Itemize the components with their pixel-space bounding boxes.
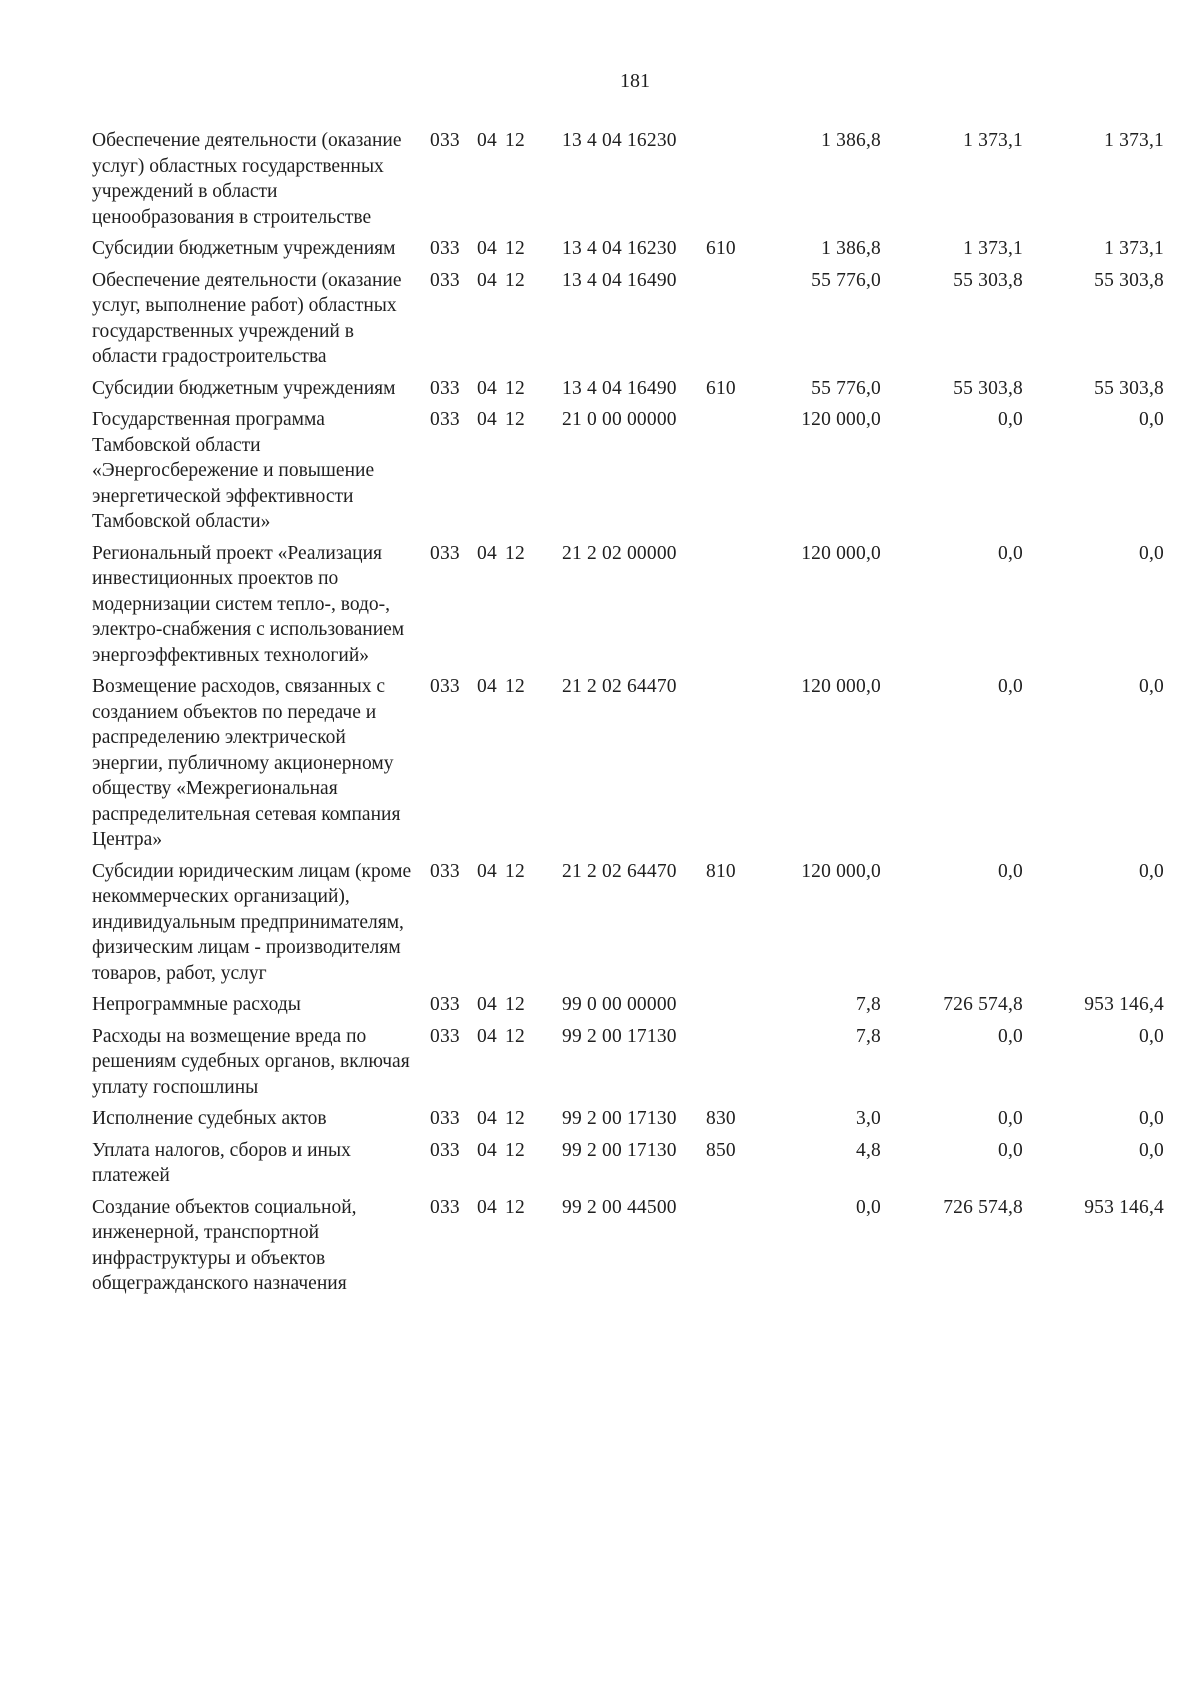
row-value-year-3: 0,0 <box>1139 542 1164 564</box>
row-value-year-1: 7,8 <box>856 994 881 1015</box>
row-value-year-1: 3,0 <box>856 1108 881 1129</box>
row-value-year-3: 0,0 <box>1139 1139 1164 1161</box>
row-target-article: 99 2 00 17130 <box>562 1139 677 1161</box>
row-grbs-code: 033 <box>430 1139 460 1161</box>
row-value-year-2: 0,0 <box>998 860 1023 882</box>
row-subsection-code: 12 <box>505 994 525 1015</box>
row-grbs-code: 033 <box>430 238 460 259</box>
row-value-year-2: 0,0 <box>998 409 1023 430</box>
table-row <box>0 674 1200 853</box>
row-value-year-2: 726 574,8 <box>943 994 1023 1015</box>
row-target-article: 99 2 00 17130 <box>562 1108 677 1129</box>
row-value-year-3: 0,0 <box>1139 1108 1164 1129</box>
table-row <box>0 376 1200 402</box>
table-row <box>0 1106 1200 1132</box>
row-name: Непрограммные расходы <box>92 994 301 1015</box>
row-value-year-1: 1 386,8 <box>821 238 881 259</box>
row-value-year-3: 55 303,8 <box>1094 269 1164 291</box>
table-row <box>0 992 1200 1018</box>
row-value-year-2: 55 303,8 <box>953 269 1023 291</box>
row-subsection-code: 12 <box>505 409 525 430</box>
row-name: Возмещение расходов, связанных с созданием объектов по передаче и распределению электрической энергии, публичному акционерному обществу «Межрегиональная распределительная сетевая компания Центра» <box>92 676 401 850</box>
row-value-year-1: 55 776,0 <box>811 269 881 291</box>
row-subsection-code: 12 <box>505 1196 525 1218</box>
row-grbs-code: 033 <box>430 1025 460 1047</box>
row-value-year-1: 7,8 <box>856 1025 881 1047</box>
row-subsection-code: 12 <box>505 542 525 564</box>
row-value-year-3: 1 373,1 <box>1104 238 1164 259</box>
row-grbs-code: 033 <box>430 542 460 564</box>
row-name: Обеспечение деятельности (оказание услуг) областных государственных учреждений в области ценообразования в строительстве <box>92 130 402 228</box>
page-number: 181 <box>620 70 650 92</box>
row-target-article: 21 2 02 64470 <box>562 676 677 697</box>
row-grbs-code: 033 <box>430 860 460 882</box>
row-grbs-code: 033 <box>430 130 460 151</box>
row-target-article: 13 4 04 16490 <box>562 269 677 291</box>
row-subsection-code: 12 <box>505 860 525 882</box>
row-section-code: 04 <box>477 994 497 1015</box>
row-value-year-1: 120 000,0 <box>801 542 881 564</box>
row-section-code: 04 <box>477 377 497 399</box>
row-name: Субсидии бюджетным учреждениям <box>92 377 396 399</box>
row-grbs-code: 033 <box>430 676 460 697</box>
row-target-article: 13 4 04 16230 <box>562 130 677 151</box>
row-subsection-code: 12 <box>505 377 525 399</box>
row-value-year-2: 0,0 <box>998 1139 1023 1161</box>
row-section-code: 04 <box>477 542 497 564</box>
row-target-article: 13 4 04 16230 <box>562 238 677 259</box>
row-section-code: 04 <box>477 238 497 259</box>
row-name: Субсидии юридическим лицам (кроме некоммерческих организаций), индивидуальным предпринимателям, физическим лицам - производителям товаров, работ, услуг <box>92 860 412 984</box>
row-value-year-2: 0,0 <box>998 542 1023 564</box>
row-value-year-3: 1 373,1 <box>1104 130 1164 151</box>
row-expense-type: 610 <box>706 377 736 399</box>
row-value-year-1: 4,8 <box>856 1139 881 1161</box>
row-value-year-1: 55 776,0 <box>811 377 881 399</box>
row-grbs-code: 033 <box>430 377 460 399</box>
row-value-year-2: 1 373,1 <box>963 238 1023 259</box>
row-name: Государственная программа Тамбовской области «Энергосбережение и повышение энергетической эффективности Тамбовской области» <box>92 409 375 532</box>
row-name: Исполнение судебных актов <box>92 1108 327 1129</box>
row-value-year-3: 953 146,4 <box>1084 994 1164 1015</box>
row-value-year-3: 0,0 <box>1139 409 1164 430</box>
row-value-year-2: 55 303,8 <box>953 377 1023 399</box>
row-section-code: 04 <box>477 409 497 430</box>
row-target-article: 13 4 04 16490 <box>562 377 677 399</box>
row-value-year-3: 953 146,4 <box>1084 1196 1164 1218</box>
row-section-code: 04 <box>477 676 497 697</box>
row-target-article: 99 2 00 44500 <box>562 1196 677 1218</box>
row-value-year-1: 120 000,0 <box>801 860 881 882</box>
row-section-code: 04 <box>477 130 497 151</box>
row-grbs-code: 033 <box>430 1108 460 1129</box>
row-target-article: 99 2 00 17130 <box>562 1025 677 1047</box>
row-name: Уплата налогов, сборов и иных платежей <box>92 1139 351 1186</box>
table-row <box>0 1195 1200 1297</box>
row-name: Обеспечение деятельности (оказание услуг, выполнение работ) областных государственных учреждений в области градостроительства <box>92 269 402 367</box>
row-name: Расходы на возмещение вреда по решениям судебных органов, включая уплату госпошлины <box>92 1025 410 1098</box>
row-value-year-1: 120 000,0 <box>801 409 881 430</box>
budget-table <box>0 128 1200 1303</box>
row-value-year-3: 55 303,8 <box>1094 377 1164 399</box>
row-grbs-code: 033 <box>430 1196 460 1218</box>
row-target-article: 99 0 00 00000 <box>562 994 677 1015</box>
table-row <box>0 407 1200 535</box>
row-value-year-2: 1 373,1 <box>963 130 1023 151</box>
row-value-year-1: 120 000,0 <box>801 676 881 697</box>
row-expense-type: 610 <box>706 238 736 259</box>
row-section-code: 04 <box>477 1108 497 1129</box>
table-row <box>0 541 1200 669</box>
row-value-year-2: 726 574,8 <box>943 1196 1023 1218</box>
table-row <box>0 268 1200 370</box>
row-subsection-code: 12 <box>505 130 525 151</box>
row-target-article: 21 2 02 00000 <box>562 542 677 564</box>
table-row <box>0 236 1200 262</box>
row-value-year-2: 0,0 <box>998 676 1023 697</box>
table-row <box>0 859 1200 987</box>
row-subsection-code: 12 <box>505 269 525 291</box>
row-value-year-1: 1 386,8 <box>821 130 881 151</box>
row-value-year-3: 0,0 <box>1139 1025 1164 1047</box>
row-subsection-code: 12 <box>505 676 525 697</box>
row-section-code: 04 <box>477 1139 497 1161</box>
row-grbs-code: 033 <box>430 269 460 291</box>
row-subsection-code: 12 <box>505 1025 525 1047</box>
table-row <box>0 1138 1200 1189</box>
row-grbs-code: 033 <box>430 409 460 430</box>
row-value-year-2: 0,0 <box>998 1108 1023 1129</box>
row-section-code: 04 <box>477 1025 497 1047</box>
row-expense-type: 850 <box>706 1139 736 1161</box>
row-name: Региональный проект «Реализация инвестиционных проектов по модернизации систем тепло-, водо-, электро-снабжения с использованием энергоэффективных технологий» <box>92 542 405 666</box>
table-row <box>0 128 1200 230</box>
row-value-year-2: 0,0 <box>998 1025 1023 1047</box>
row-section-code: 04 <box>477 860 497 882</box>
row-subsection-code: 12 <box>505 238 525 259</box>
table-row <box>0 1024 1200 1101</box>
row-section-code: 04 <box>477 1196 497 1218</box>
row-expense-type: 810 <box>706 860 736 882</box>
row-subsection-code: 12 <box>505 1108 525 1129</box>
row-name: Субсидии бюджетным учреждениям <box>92 238 396 259</box>
row-name: Создание объектов социальной, инженерной, транспортной инфраструктуры и объектов общегражданского назначения <box>92 1196 357 1294</box>
row-grbs-code: 033 <box>430 994 460 1015</box>
row-subsection-code: 12 <box>505 1139 525 1161</box>
row-expense-type: 830 <box>706 1108 736 1129</box>
row-target-article: 21 2 02 64470 <box>562 860 677 882</box>
row-section-code: 04 <box>477 269 497 291</box>
row-value-year-3: 0,0 <box>1139 860 1164 882</box>
row-target-article: 21 0 00 00000 <box>562 409 677 430</box>
row-value-year-3: 0,0 <box>1139 676 1164 697</box>
row-value-year-1: 0,0 <box>856 1196 881 1218</box>
